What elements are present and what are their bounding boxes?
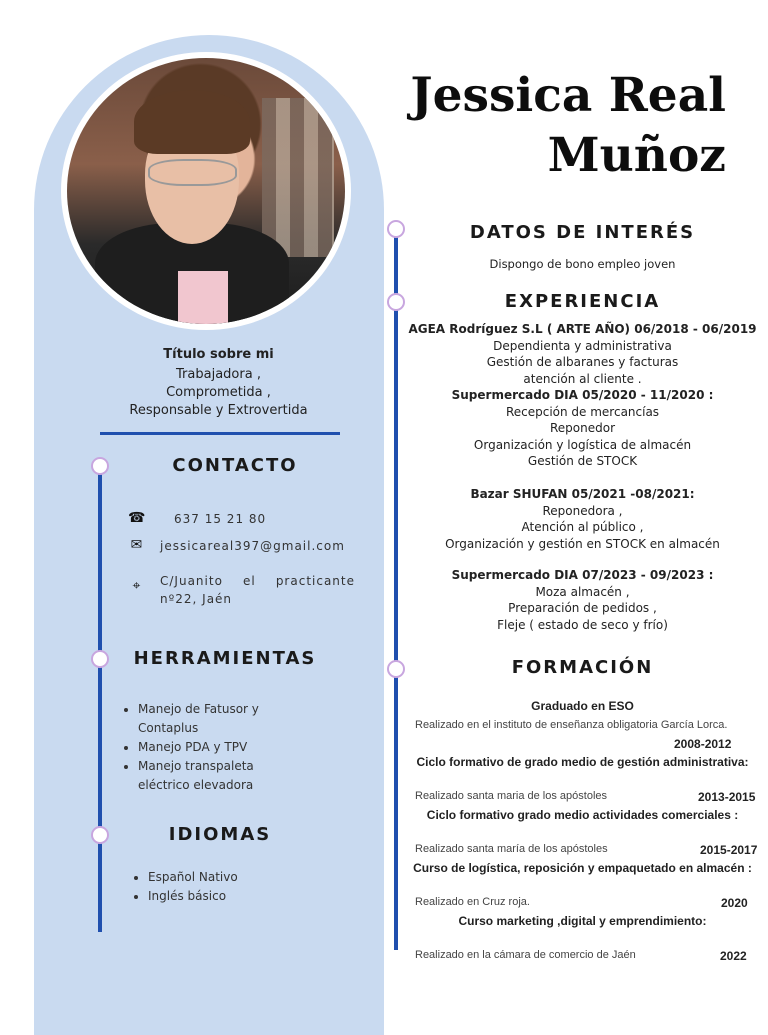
- education-heading: FORMACIÓN: [511, 657, 654, 678]
- timeline-node: [387, 220, 405, 238]
- experience-job: AGEA Rodríguez S.L ( ARTE AÑO) 06/2018 - 06/2019 Dependienta y administrativa Gestión de albaranes y facturas atención al cliente . Supermercado DIA 05/2020 - 11/2020 : Recepción de mercancías Reponedor Organización y logística de almacén Gestión de STOCK: [408, 322, 757, 468]
- education-title: Ciclo formativo de grado medio de gestión administrativa:: [416, 755, 749, 769]
- right-timeline-line: [394, 228, 398, 950]
- languages-list: [134, 868, 328, 906]
- timeline-node: [387, 293, 405, 311]
- education-years: 2008-2012: [674, 737, 732, 751]
- tools-list: [124, 700, 298, 795]
- education-institution: Realizado en el instituto de enseñanza obligatoria García Lorca.: [415, 719, 728, 731]
- education-title: Curso de logística, reposición y empaquetado en almacén :: [413, 861, 752, 875]
- education-years: 2022: [720, 949, 747, 963]
- timeline-node: [387, 660, 405, 678]
- education-institution: Realizado en la cámara de comercio de Jaén: [415, 949, 636, 961]
- about-text: Trabajadora , Comprometida , Responsable y Extrovertida: [129, 367, 308, 418]
- full-name: Jessica Real Muñoz: [410, 68, 726, 183]
- contact-address: ⌖ C/Juanito el practicante nº22, Jaén: [128, 572, 358, 612]
- contact-email: ✉ jessicareal397@gmail.com: [128, 537, 358, 555]
- contact-phone: ☎ 637 15 21 80: [128, 510, 267, 526]
- experience-job: Bazar SHUFAN 05/2021 -08/2021: Reponedora , Atención al público , Organización y gestión en STOCK en almacén: [445, 487, 720, 551]
- list-item: • Manejo PDA y TPV: [138, 738, 298, 757]
- list-item: • Manejo transpaleta eléctrico elevadora: [138, 757, 298, 795]
- interest-text: Dispongo de bono empleo joven: [489, 257, 676, 271]
- list-item: • Inglés básico: [148, 887, 328, 906]
- education-years: 2013-2015: [698, 790, 756, 804]
- education-title: Curso marketing ,digital y emprendimiento:: [458, 914, 707, 928]
- education-title: Ciclo formativo grado medio actividades comerciales :: [426, 808, 739, 822]
- timeline-node: [91, 650, 109, 668]
- divider: [100, 432, 340, 435]
- education-years: 2020: [721, 896, 748, 910]
- list-item: • Manejo de Fatusor y Contaplus: [138, 700, 298, 738]
- location-pin-icon: ⌖: [132, 578, 142, 594]
- tools-heading: HERRAMIENTAS: [133, 648, 317, 669]
- about-title: Título sobre mi: [163, 347, 274, 362]
- education-institution: Realizado santa maria de los apóstoles: [415, 790, 608, 802]
- list-item: • Español Nativo: [148, 868, 328, 887]
- experience-job: Supermercado DIA 07/2023 - 09/2023 : Moza almacén , Preparación de pedidos , Fleje ( estado de seco y frío): [451, 568, 714, 632]
- education-institution: Realizado en Cruz roja.: [415, 896, 530, 908]
- contact-heading: CONTACTO: [172, 455, 298, 476]
- education-years: 2015-2017: [700, 843, 758, 857]
- telephone-icon: ☎: [128, 510, 147, 526]
- profile-photo: [61, 52, 351, 330]
- interest-heading: DATOS DE INTERÉS: [469, 222, 696, 243]
- envelope-icon: ✉: [130, 537, 144, 553]
- experience-heading: EXPERIENCIA: [504, 291, 661, 312]
- education-institution: Realizado santa maría de los apóstoles: [415, 843, 608, 855]
- education-title: Graduado en ESO: [531, 699, 634, 713]
- timeline-node: [91, 457, 109, 475]
- languages-heading: IDIOMAS: [168, 824, 272, 845]
- left-timeline-line: [98, 466, 102, 932]
